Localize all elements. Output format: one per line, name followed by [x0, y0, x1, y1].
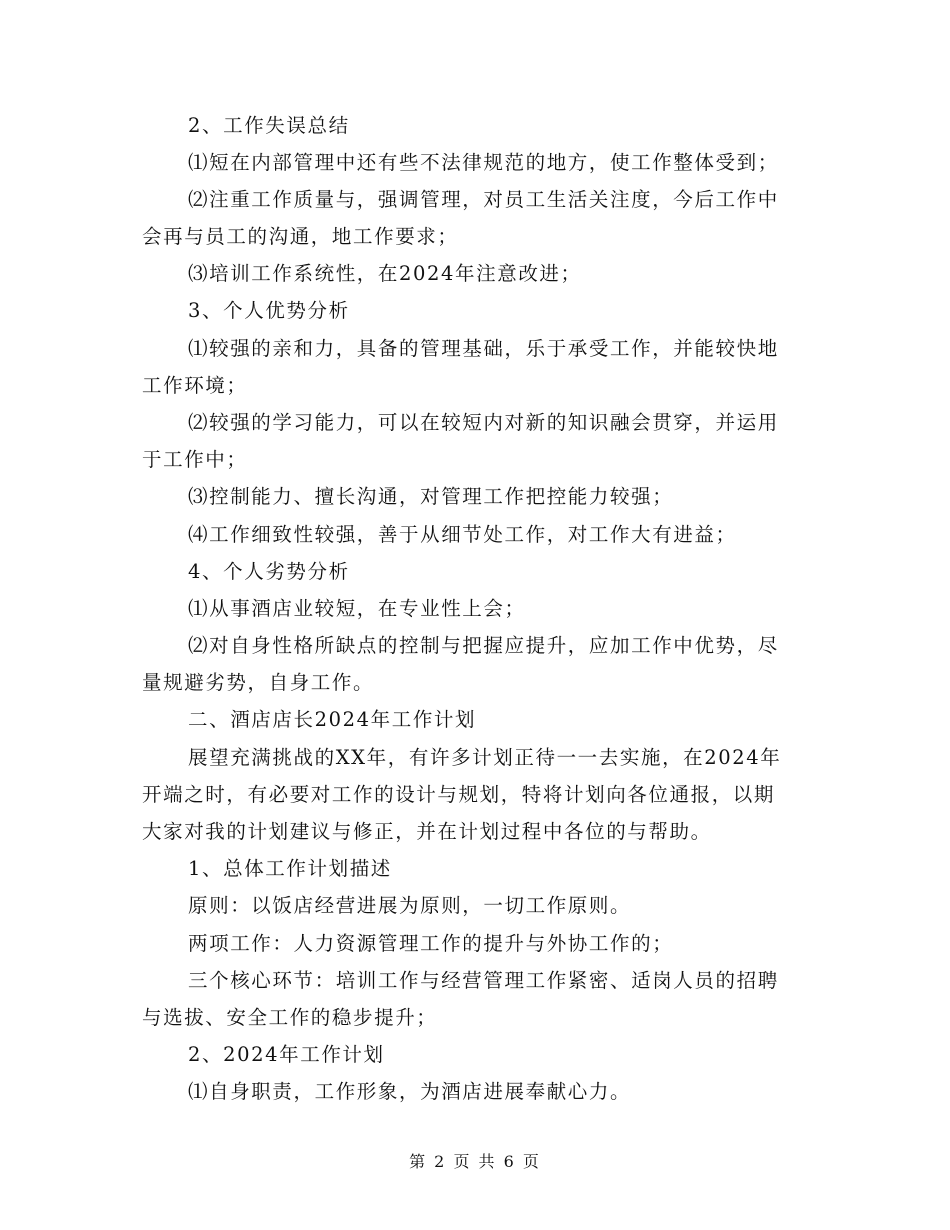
paragraph-line: 会再与员工的沟通，地工作要求；: [142, 225, 459, 248]
paragraph-line: ⑵较强的学习能力，可以在较短内对新的知识融会贯穿，并运用: [188, 411, 779, 434]
section-heading: 4、个人劣势分析: [188, 560, 350, 583]
paragraph-line: 大家对我的计划建议与修正，并在计划过程中各位的与帮助。: [142, 820, 712, 843]
paragraph-line: ⑷工作细致性较强，善于从细节处工作，对工作大有进益；: [188, 523, 737, 546]
paragraph-line: ⑵对自身性格所缺点的控制与把握应提升，应加工作中优势，尽: [188, 634, 779, 657]
section-heading: 二、酒店店长2024年工作计划: [188, 708, 477, 731]
paragraph-line: ⑶培训工作系统性，在2024年注意改进；: [188, 262, 582, 285]
section-heading: 3、个人优势分析: [188, 299, 350, 322]
page-number-footer: 第 2 页 共 6 页: [409, 1152, 541, 1171]
section-heading: 2、工作失误总结: [188, 114, 350, 137]
paragraph-line: 量规避劣势，自身工作。: [142, 671, 375, 694]
paragraph-line: ⑶控制能力、擅长沟通，对管理工作把控能力较强；: [188, 485, 674, 508]
section-heading: 1、总体工作计划描述: [188, 857, 392, 880]
paragraph-line: ⑴较强的亲和力，具备的管理基础，乐于承受工作，并能较快地: [188, 337, 779, 360]
paragraph-line: ⑴从事酒店业较短，在专业性上会；: [188, 597, 526, 620]
paragraph-line: 两项工作：人力资源管理工作的提升与外协工作的；: [188, 932, 674, 955]
paragraph-line: ⑴短在内部管理中还有些不法律规范的地方，使工作整体受到；: [188, 151, 779, 174]
paragraph-line: 开端之时，有必要对工作的设计与规划，特将计划向各位通报，以期: [142, 783, 776, 806]
paragraph-line: 原则：以饭店经营进展为原则，一切工作原则。: [188, 894, 632, 917]
paragraph-line: 与选拔、安全工作的稳步提升；: [142, 1006, 438, 1029]
paragraph-line: 工作环境；: [142, 374, 248, 397]
paragraph-line: 展望充满挑战的XX年，有许多计划正待一一去实施，在2024年: [188, 746, 782, 769]
paragraph-line: ⑵注重工作质量与，强调管理，对员工生活关注度，今后工作中: [188, 188, 779, 211]
section-heading: 2、2024年工作计划: [188, 1043, 385, 1066]
paragraph-line: 于工作中；: [142, 448, 248, 471]
paragraph-line: 三个核心环节：培训工作与经营管理工作紧密、适岗人员的招聘: [188, 969, 779, 992]
paragraph-line: ⑴自身职责，工作形象，为酒店进展奉献心力。: [188, 1080, 632, 1103]
